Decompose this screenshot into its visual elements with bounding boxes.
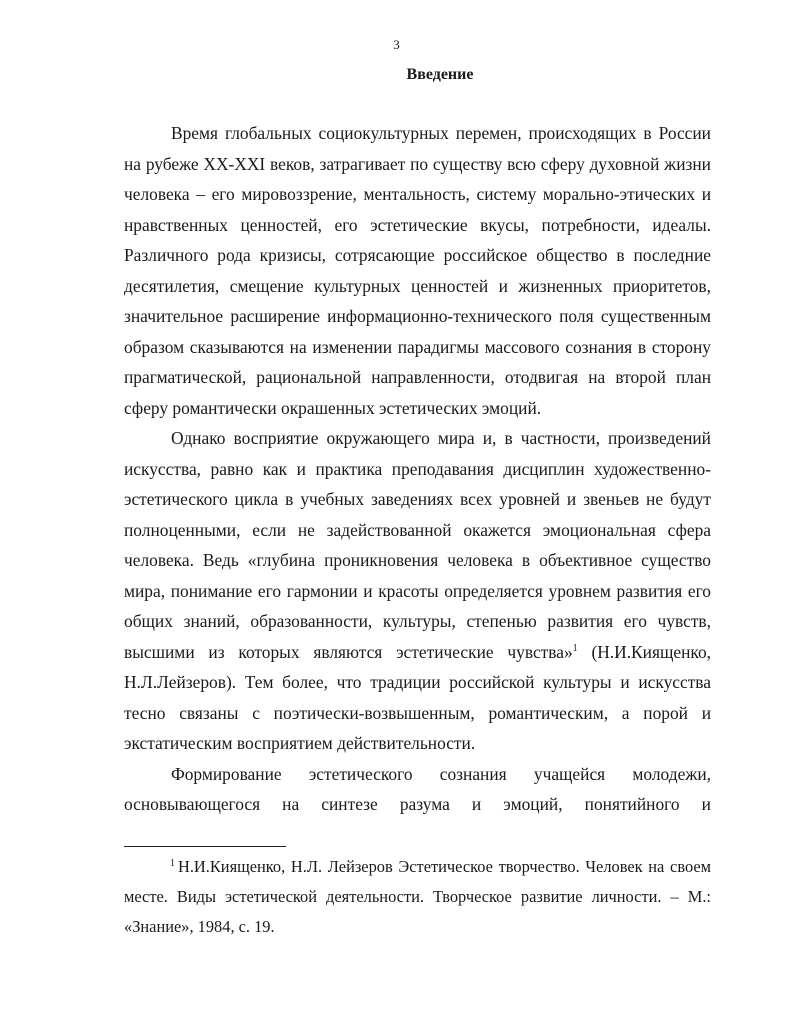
footnote-separator: [124, 846, 286, 847]
paragraph-2-text-after: (Н.И.Киященко, Н.Л.Лейзеров). Тем более, что традиции российской культуры и искусства тесно связаны с поэтически-возвышенным, романтическим, а порой и экстатическим восприятием действительности.: [124, 641, 711, 753]
section-heading: Введение: [406, 66, 474, 83]
word: эмоций,: [503, 794, 563, 814]
body-text: [124, 118, 711, 820]
paragraph-3-continuation: [124, 789, 711, 820]
footnote: [124, 852, 711, 942]
footnote-mark: 1: [170, 857, 175, 869]
paragraph-3: Формирование эстетического сознания учащейся молодежи,: [171, 763, 711, 784]
word: разума: [399, 794, 450, 814]
word: и: [701, 794, 711, 814]
page-number: 3: [393, 37, 400, 52]
paragraph-2-text-before: Однако восприятие окружающего мира и, в частности, произведений искусства, равно как и практика преподавания дисциплин художественно-эстетического цикла в учебных заведениях всех уровней и звеньев не будут полноценными, если не задействованной окажется эмоциональная сфера человека. Ведь «глубина проникновения человека в объективное существо мира, понимание его гармонии и красоты определяется уровнем развития его общих знаний, образованности, культуры, степенью развития его чувств, высшими из которых являются эстетические чувства»: [124, 428, 711, 662]
paragraph-2: [124, 423, 711, 759]
footnote-reference: 1: [572, 642, 578, 654]
word: на: [282, 794, 300, 814]
word: понятийного: [584, 794, 680, 814]
footnote-text: Н.И.Киященко, Н.Л. Лейзеров Эстетическое творчество. Человек на своем месте. Виды эстетической деятельности. Творческое развитие личности. – М.: «Знание», 1984, с. 19.: [124, 857, 711, 936]
word: и: [471, 794, 482, 814]
word: основывающегося: [124, 794, 261, 814]
paragraph-1: Время глобальных социокультурных перемен, происходящих в России на рубеже XX-XXI веков, затрагивает по существу всю сферу духовной жизни человека – его мировоззрение, ментальность, систему морально-этических и нравственных ценностей, его эстетические вкусы, потребности, идеалы. Различного рода кризисы, сотрясающие российское общество в последние десятилетия, смещение культурных ценностей и жизненных приоритетов, значительное расширение информационно-технического поля существенным образом сказываются на изменении парадигмы массового сознания в сторону прагматической, рациональной направленности, отодвигая на второй план сферу романтически окрашенных эстетических эмоций.: [124, 123, 711, 418]
word: синтезе: [321, 794, 378, 814]
